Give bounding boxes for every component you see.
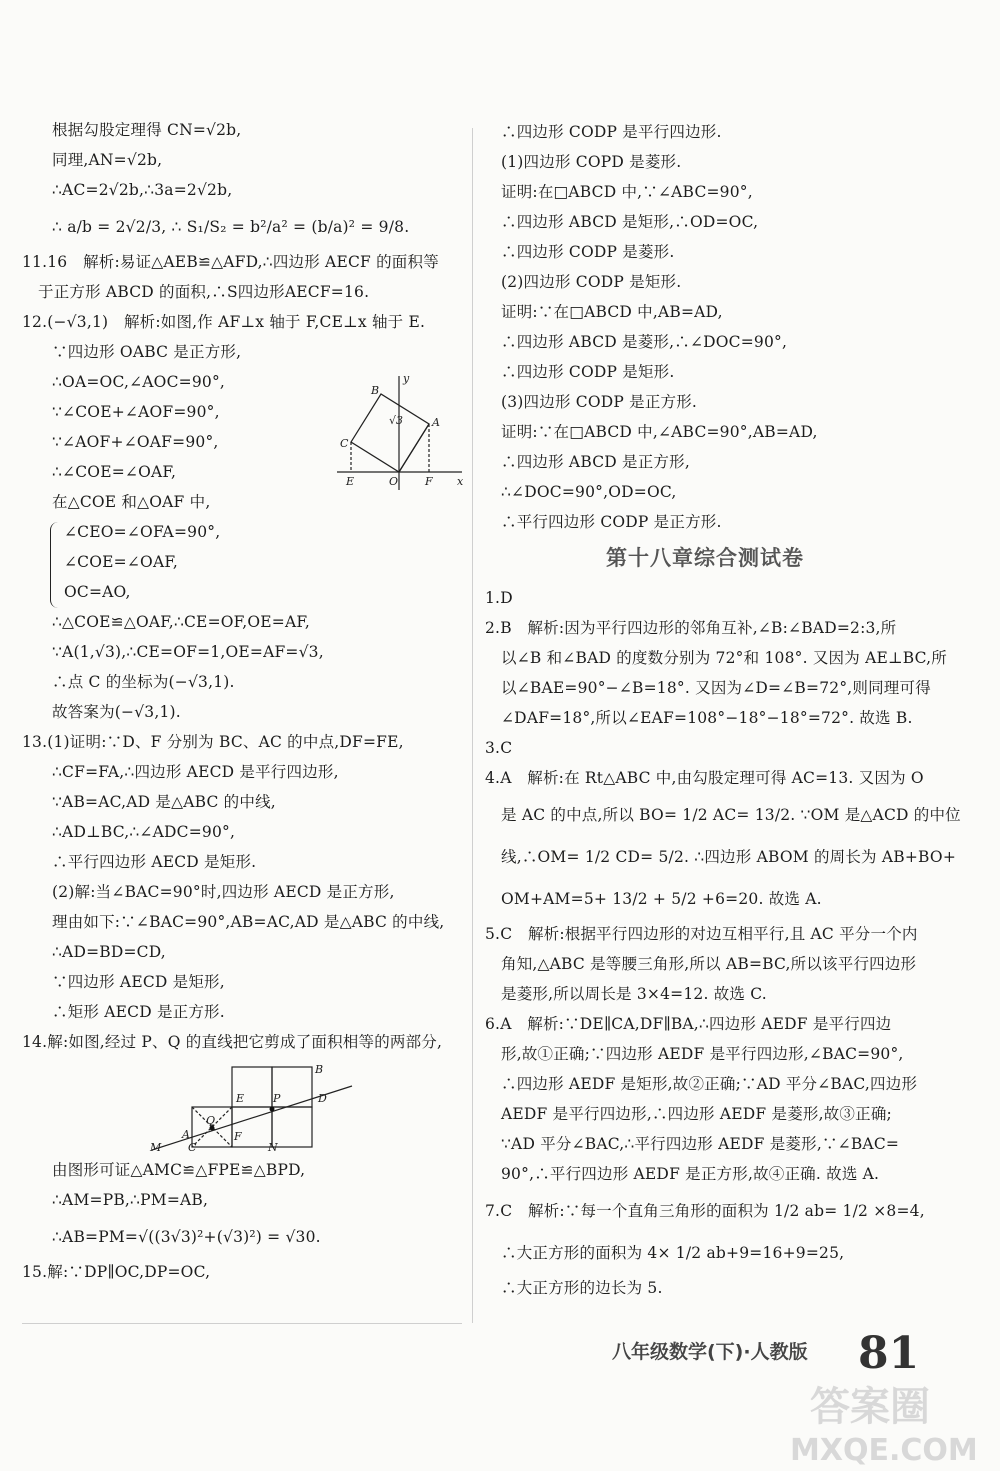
text-line: 同理,AN=√2b, bbox=[52, 151, 163, 169]
text-line: AEDF 是平行四边形,∴四边形 AEDF 是菱形,故③正确; bbox=[501, 1105, 892, 1123]
chapter-title: 第十八章综合测试卷 bbox=[606, 546, 804, 570]
fig14-label: E bbox=[236, 1092, 245, 1105]
formula-line: ∴大正方形的面积为 4× 1/2 ab+9=16+9=25, bbox=[501, 1244, 845, 1262]
text-line: 以∠BAE=90°−∠B=18°. 又因为∠D=∠B=72°,则同理可得 bbox=[501, 679, 931, 697]
text-line: 根据勾股定理得 CN=√2b, bbox=[52, 121, 242, 139]
text-line: 证明:∵在□ABCD 中,AB=AD, bbox=[501, 303, 723, 321]
text-line: 于正方形 ABCD 的面积,∴S四边形AECF=16. bbox=[38, 283, 370, 301]
fig14-label: P bbox=[273, 1092, 281, 1105]
watermark-logo bbox=[780, 1370, 990, 1468]
figure-12 bbox=[337, 372, 477, 492]
answer-13: 13.(1)证明:∵D、F 分别为 BC、AC 的中点,DF=FE, bbox=[22, 733, 404, 751]
formula-line: 是 AC 的中点,所以 BO= 1/2 AC= 13/2. ∵OM 是△ACD 的中位 bbox=[501, 806, 961, 824]
fig12-label: A bbox=[432, 416, 440, 429]
text-line: 是菱形,所以周长是 3×4=12. 故选 C. bbox=[501, 985, 767, 1003]
text-line: ∴OA=OC,∠AOC=90°, bbox=[52, 373, 226, 391]
text-line: ∴大正方形的边长为 5. bbox=[501, 1279, 663, 1297]
fig14-label: N bbox=[268, 1141, 278, 1154]
fig14-label: F bbox=[234, 1130, 242, 1143]
fig12-label: C bbox=[340, 437, 349, 450]
answer-6: 6.A 解析:∵DE∥CA,DF∥BA,∴四边形 AEDF 是平行四边 bbox=[485, 1015, 892, 1033]
footer bbox=[612, 1337, 808, 1364]
answer-11: 11.16 解析:易证△AEB≌△AFD,∴四边形 AECF 的面积等 bbox=[22, 253, 439, 271]
text-line: 故答案为(−√3,1). bbox=[52, 703, 181, 721]
brace-system bbox=[22, 522, 462, 602]
answer-12: 12.(−√3,1) 解析:如图,作 AF⊥x 轴于 F,CE⊥x 轴于 E. bbox=[22, 313, 426, 331]
text-line: ∴四边形 ABCD 是矩形,∴OD=OC, bbox=[501, 213, 759, 231]
text-line: ∴四边形 ABCD 是菱形,∴∠DOC=90°, bbox=[501, 333, 788, 351]
answer-1: 1.D bbox=[485, 589, 513, 607]
text-line: ∴AD=BD=CD, bbox=[52, 943, 166, 961]
text-line: ∴点 C 的坐标为(−√3,1). bbox=[52, 673, 235, 691]
formula-line: ∴AB=PM=√((3√3)²+(√3)²) = √30. bbox=[52, 1228, 321, 1246]
text-line: ∴∠DOC=90°,OD=OC, bbox=[501, 483, 677, 501]
fig12-label: E bbox=[346, 475, 355, 488]
text-line: 在△COE 和△OAF 中, bbox=[52, 493, 211, 511]
text-line: ∠DAF=18°,所以∠EAF=108°−18°−18°=72°. 故选 B. bbox=[501, 709, 913, 727]
text-line: (1)四边形 COPD 是菱形. bbox=[501, 153, 682, 171]
text-line: ∵AB=AC,AD 是△ABC 的中线, bbox=[52, 793, 276, 811]
formula-line: OM+AM=5+ 13/2 + 5/2 +6=20. 故选 A. bbox=[501, 890, 822, 908]
fig12-label: F bbox=[425, 475, 433, 488]
text-line: ∴平行四边形 CODP 是正方形. bbox=[501, 513, 722, 531]
watermark-text: 答案圈 bbox=[810, 1384, 930, 1430]
fig12-label: √3 bbox=[389, 414, 404, 427]
footer-rule bbox=[22, 1323, 462, 1324]
text-line: OC=AO, bbox=[64, 583, 131, 601]
watermark-url: MXQE.COM bbox=[790, 1433, 978, 1468]
answer-3: 3.C bbox=[485, 739, 513, 757]
text-line: (3)四边形 CODP 是正方形. bbox=[501, 393, 698, 411]
answer-2: 2.B 解析:因为平行四边形的邻角互补,∠B:∠BAD=2:3,所 bbox=[485, 619, 897, 637]
figure-14 bbox=[152, 1062, 392, 1152]
fig14-label: D bbox=[318, 1092, 327, 1105]
text-line: ∠COE=∠OAF, bbox=[64, 553, 179, 571]
column-divider bbox=[472, 128, 473, 1323]
text-line: ∴四边形 CODP 是菱形. bbox=[501, 243, 675, 261]
text-line: ∴四边形 CODP 是矩形. bbox=[501, 363, 675, 381]
text-line: ∴AM=PB,∴PM=AB, bbox=[52, 1191, 209, 1209]
text-line: 90°,∴平行四边形 AEDF 是正方形,故④正确. 故选 A. bbox=[501, 1165, 880, 1183]
text-line: ∴△COE≌△OAF,∴CE=OF,OE=AF, bbox=[52, 613, 311, 631]
right-column bbox=[485, 122, 961, 1308]
text-line: ∠CEO=∠OFA=90°, bbox=[64, 523, 221, 541]
fig12-label: O bbox=[389, 475, 399, 488]
formula-line: ∴ a/b = 2√2/3, ∴ S₁/S₂ = b²/a² = (b/a)² = 9/8. bbox=[52, 218, 410, 236]
answer-15: 15.解:∵DP∥OC,DP=OC, bbox=[22, 1263, 211, 1281]
answer-14: 14.解:如图,经过 P、Q 的直线把它剪成了面积相等的两部分, bbox=[22, 1033, 443, 1051]
text-line: ∵AD 平分∠BAC,∴平行四边形 AEDF 是菱形,∵∠BAC= bbox=[501, 1135, 900, 1153]
fig14-label: Q bbox=[206, 1114, 216, 1127]
text-line: ∴四边形 CODP 是平行四边形. bbox=[501, 123, 722, 141]
text-line: ∴AD⊥BC,∴∠ADC=90°, bbox=[52, 823, 236, 841]
text-line: (2)解:当∠BAC=90°时,四边形 AECD 是正方形, bbox=[52, 883, 395, 901]
text-line: 角知,△ABC 是等腰三角形,所以 AB=BC,所以该平行四边形 bbox=[501, 955, 917, 973]
page-number: 81 bbox=[858, 1328, 920, 1379]
text-line: ∴CF=FA,∴四边形 AECD 是平行四边形, bbox=[52, 763, 339, 781]
formula-line: 线,∴OM= 1/2 CD= 5/2. ∴四边形 ABOM 的周长为 AB+BO+ bbox=[501, 848, 957, 866]
text-line: 理由如下:∵∠BAC=90°,AB=AC,AD 是△ABC 的中线, bbox=[52, 913, 445, 931]
fig12-label: y bbox=[403, 372, 410, 385]
text-line: ∴平行四边形 AECD 是矩形. bbox=[52, 853, 257, 871]
text-line: ∴∠COE=∠OAF, bbox=[52, 463, 177, 481]
text-line: 证明:在□ABCD 中,∵∠ABC=90°, bbox=[501, 183, 753, 201]
text-line: ∴矩形 AECD 是正方形. bbox=[52, 1003, 225, 1021]
fig14-label: M bbox=[150, 1141, 162, 1154]
text-line: ∴AC=2√2b,∴3a=2√2b, bbox=[52, 181, 233, 199]
text-line: (2)四边形 CODP 是矩形. bbox=[501, 273, 682, 291]
fig14-label: A bbox=[182, 1128, 190, 1141]
text-line: ∴四边形 AEDF 是矩形,故②正确;∵AD 平分∠BAC,四边形 bbox=[501, 1075, 918, 1093]
text-line: 以∠B 和∠BAD 的度数分别为 72°和 108°. 又因为 AE⊥BC,所 bbox=[501, 649, 947, 667]
answer-5: 5.C 解析:根据平行四边形的对边互相平行,且 AC 平分一个内 bbox=[485, 925, 918, 943]
book-title: 八年级数学(下)·人教版 bbox=[612, 1341, 808, 1363]
answer-7: 7.C 解析:∵每一个直角三角形的面积为 1/2 ab= 1/2 ×8=4, bbox=[485, 1202, 925, 1220]
text-line: 形,故①正确;∵四边形 AEDF 是平行四边形,∠BAC=90°, bbox=[501, 1045, 904, 1063]
text-line: ∵∠AOF+∠OAF=90°, bbox=[52, 433, 219, 451]
text-line: ∵A(1,√3),∴CE=OF=1,OE=AF=√3, bbox=[52, 643, 324, 661]
text-line: ∵四边形 AECD 是矩形, bbox=[52, 973, 225, 991]
text-line: ∴四边形 ABCD 是正方形, bbox=[501, 453, 690, 471]
fig14-label: B bbox=[315, 1063, 324, 1076]
fig12-label: B bbox=[371, 384, 380, 397]
text-line: ∵∠COE+∠AOF=90°, bbox=[52, 403, 220, 421]
text-line: 由图形可证△AMC≌△FPE≌△BPD, bbox=[52, 1161, 306, 1179]
fig12-label: x bbox=[457, 475, 464, 488]
text-line: 证明:∵在□ABCD 中,∠ABC=90°,AB=AD, bbox=[501, 423, 818, 441]
answer-4: 4.A 解析:在 Rt△ABC 中,由勾股定理可得 AC=13. 又因为 O bbox=[485, 769, 924, 787]
text-line: ∵四边形 OABC 是正方形, bbox=[52, 343, 242, 361]
left-column bbox=[22, 120, 462, 1292]
fig14-label: C bbox=[188, 1141, 197, 1154]
